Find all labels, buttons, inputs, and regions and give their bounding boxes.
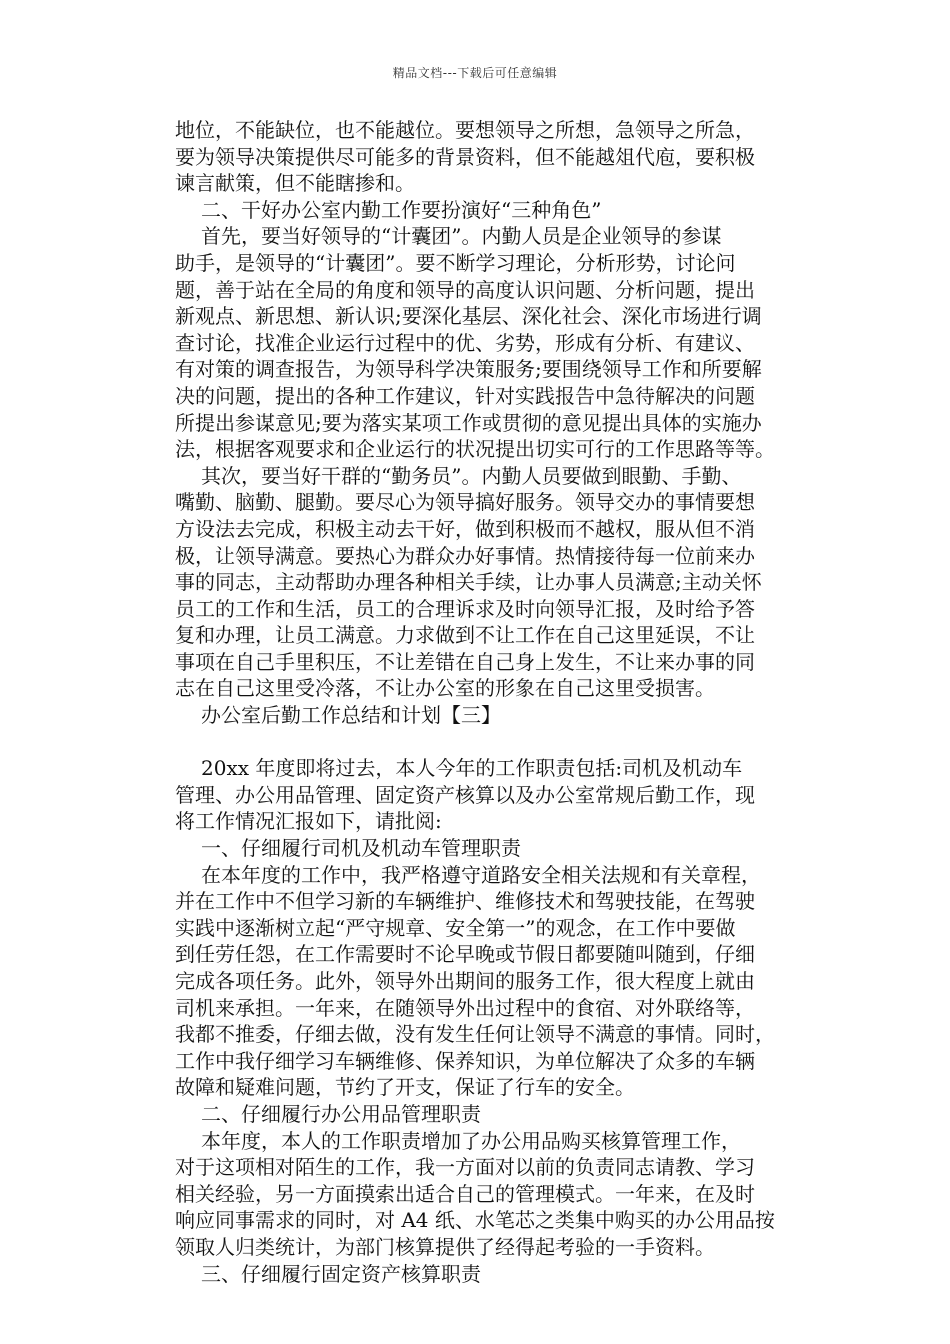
text-line: 事的同志，主动帮助办理各种相关手续，让办事人员满意;主动关怀 bbox=[175, 570, 762, 595]
text-line: 对于这项相对陌生的工作，我一方面对以前的负责同志请教、学习 bbox=[175, 1155, 755, 1180]
text-line: 要为领导决策提供尽可能多的背景资料，但不能越俎代庖，要积极 bbox=[175, 144, 755, 169]
text-line: 查讨论，找准企业运行过程中的优、劣势，形成有分析、有建议、 bbox=[175, 330, 755, 355]
text-line: 二、干好办公室内勤工作要扮演好“三种角色” bbox=[201, 197, 602, 222]
text-line: 法，根据客观要求和企业运行的状况提出切实可行的工作思路等等。 bbox=[175, 437, 775, 462]
text-line: 20xx 年度即将过去，本人今年的工作职责包括:司机及机动车 bbox=[201, 756, 743, 781]
text-line: 相关经验，另一方面摸索出适合自己的管理模式。一年来，在及时 bbox=[175, 1181, 755, 1206]
text-line: 司机来承担。一年来，在随领导外出过程中的食宿、对外联络等， bbox=[175, 995, 755, 1020]
text-line: 方设法去完成，积极主动去干好，做到积极而不越权，服从但不消 bbox=[175, 516, 755, 541]
document-body bbox=[175, 117, 815, 1287]
text-line: 志在自己这里受冷落，不让办公室的形象在自己这里受损害。 bbox=[175, 676, 715, 701]
text-line: 复和办理，让员工满意。力求做到不让工作在自己这里延误，不让 bbox=[175, 623, 755, 648]
text-line: 管理、办公用品管理、固定资产核算以及办公室常规后勤工作，现 bbox=[175, 782, 755, 807]
text-line: 故障和疑难问题，节约了开支，保证了行车的安全。 bbox=[175, 1075, 635, 1100]
text-line: 二、仔细履行办公用品管理职责 bbox=[201, 1101, 481, 1126]
text-line: 新观点、新思想、新认识;要深化基层、深化社会、深化市场进行调 bbox=[175, 304, 762, 329]
text-line: 极，让领导满意。要热心为群众办好事情。热情接待每一位前来办 bbox=[175, 543, 755, 568]
text-line: 事项在自己手里积压，不让差错在自己身上发生，不让来办事的同 bbox=[175, 649, 755, 674]
text-line: 实践中逐渐树立起“严守规章、安全第一”的观念，在工作中要做 bbox=[175, 915, 736, 940]
blank-line bbox=[175, 729, 815, 756]
text-line: 嘴勤、脑勤、腿勤。要尽心为领导搞好服务。领导交办的事情要想 bbox=[175, 490, 755, 515]
text-line: 本年度，本人的工作职责增加了办公用品购买核算管理工作， bbox=[201, 1128, 741, 1153]
text-line: 到任劳任怨，在工作需要时不论早晚或节假日都要随叫随到，仔细 bbox=[175, 942, 755, 967]
text-line: 一、仔细履行司机及机动车管理职责 bbox=[201, 836, 521, 861]
text-line: 决的问题，提出的各种工作建议，针对实践报告中急待解决的问题 bbox=[175, 383, 755, 408]
text-line: 题，善于站在全局的角度和领导的高度认识问题、分析问题，提出 bbox=[175, 277, 755, 302]
text-line: 并在工作中不但学习新的车辆维护、维修技术和驾驶技能，在驾驶 bbox=[175, 889, 755, 914]
text-line: 领取人归类统计，为部门核算提供了经得起考验的一手资料。 bbox=[175, 1234, 715, 1259]
text-line: 响应同事需求的同时，对 A4 纸、水笔芯之类集中购买的办公用品按 bbox=[175, 1208, 775, 1233]
text-line: 有对策的调查报告，为领导科学决策服务;要围绕领导工作和所要解 bbox=[175, 357, 762, 382]
text-line: 谏言献策，但不能瞎掺和。 bbox=[175, 171, 415, 196]
text-line: 其次，要当好干群的“勤务员”。内勤人员要做到眼勤、手勤、 bbox=[201, 463, 742, 488]
text-line: 办公室后勤工作总结和计划【三】 bbox=[201, 703, 501, 728]
text-line: 我都不推委，仔细去做，没有发生任何让领导不满意的事情。同时， bbox=[175, 1022, 775, 1047]
text-line: 员工的工作和生活，员工的合理诉求及时向领导汇报，及时给予答 bbox=[175, 596, 755, 621]
text-line: 三、仔细履行固定资产核算职责 bbox=[201, 1261, 481, 1286]
text-line: 地位，不能缺位，也不能越位。要想领导之所想，急领导之所急， bbox=[175, 118, 755, 142]
page-header: 精品文档---下载后可任意编辑 bbox=[392, 66, 558, 80]
text-line: 首先，要当好领导的“计囊团”。内勤人员是企业领导的参谋 bbox=[201, 224, 722, 249]
text-line: 将工作情况汇报如下，请批阅: bbox=[175, 809, 442, 834]
text-line: 完成各项任务。此外，领导外出期间的服务工作，很大程度上就由 bbox=[175, 969, 755, 993]
text-line: 助手，是领导的“计囊团”。要不断学习理论，分析形势，讨论问 bbox=[175, 250, 736, 275]
text-line: 所提出参谋意见;要为落实某项工作或贯彻的意见提出具体的实施办 bbox=[175, 410, 762, 435]
text-line: 工作中我仔细学习车辆维修、保养知识，为单位解决了众多的车辆 bbox=[175, 1048, 755, 1073]
text-line: 在本年度的工作中，我严格遵守道路安全相关法规和有关章程， bbox=[201, 862, 761, 887]
